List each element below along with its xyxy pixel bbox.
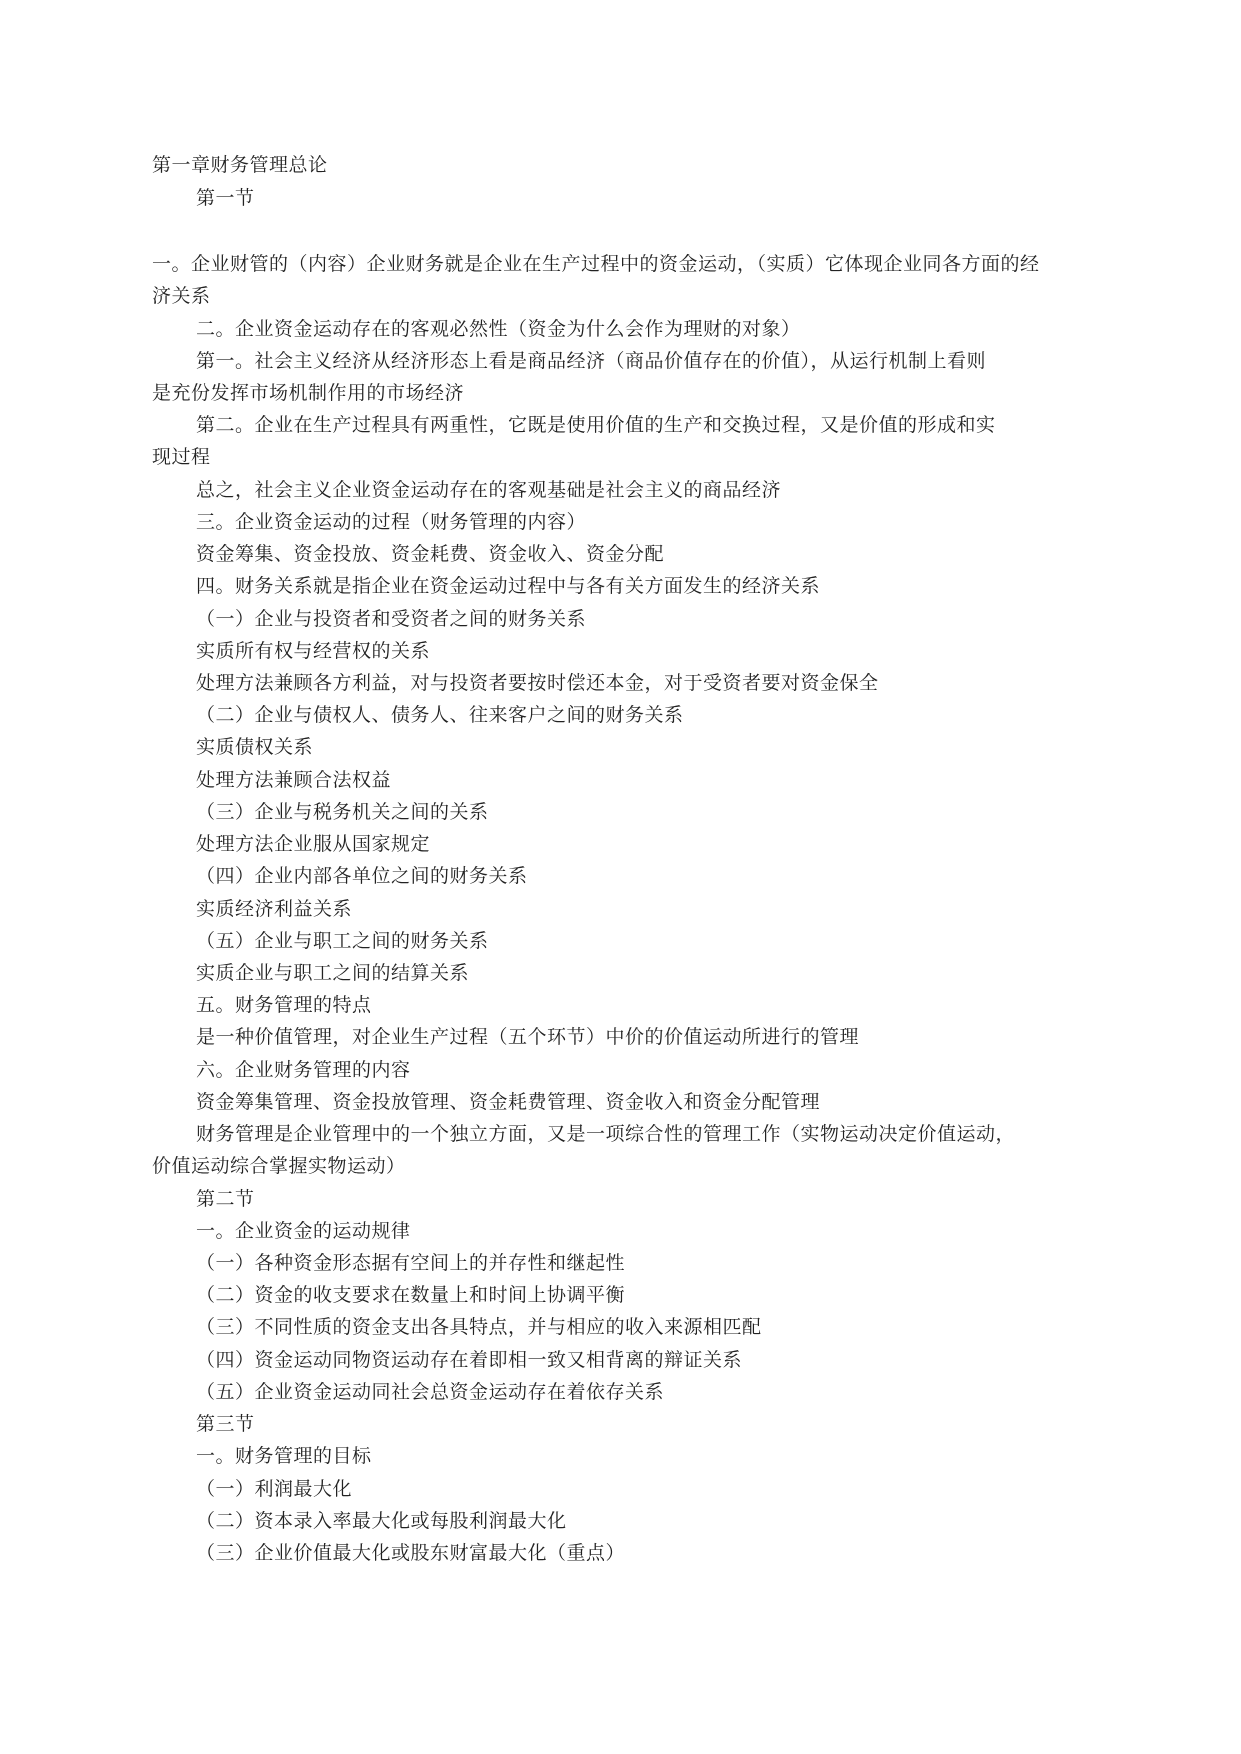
text-line: 处理方法兼顾各方利益，对与投资者要按时偿还本金，对于受资者要对资金保全 <box>196 672 879 694</box>
text-line: 是充份发挥市场机制作用的市场经济 <box>152 382 465 404</box>
text-line: （三）企业价值最大化或股东财富最大化（重点） <box>196 1542 626 1564</box>
text-line: 处理方法企业服从国家规定 <box>196 833 431 855</box>
text-line: （三）企业与税务机关之间的关系 <box>196 801 489 823</box>
text-line: 六。企业财务管理的内容 <box>196 1059 411 1081</box>
section-heading: 第一节 <box>196 187 255 209</box>
text-line: 第一。社会主义经济从经济形态上看是商品经济（商品价值存在的价值），从运行机制上看则 <box>196 350 987 372</box>
text-line: 实质经济利益关系 <box>196 898 353 920</box>
text-line: 实质所有权与经营权的关系 <box>196 640 431 662</box>
text-line: 济关系 <box>152 285 211 307</box>
text-line: 四。财务关系就是指企业在资金运动过程中与各有关方面发生的经济关系 <box>196 575 821 597</box>
text-line: 二。企业资金运动存在的客观必然性（资金为什么会作为理财的对象） <box>196 318 801 340</box>
text-line: 五。财务管理的特点 <box>196 994 372 1016</box>
text-line: （四）企业内部各单位之间的财务关系 <box>196 865 528 887</box>
text-line: 财务管理是企业管理中的一个独立方面，又是一项综合性的管理工作（实物运动决定价值运动， <box>196 1123 1016 1145</box>
text-line: （四）资金运动同物资运动存在着即相一致又相背离的辩证关系 <box>196 1349 743 1371</box>
text-line: 实质企业与职工之间的结算关系 <box>196 962 470 984</box>
text-line: （二）资本录入率最大化或每股利润最大化 <box>196 1510 567 1532</box>
text-line: （一）企业与投资者和受资者之间的财务关系 <box>196 608 587 630</box>
chapter-title: 第一章财务管理总论 <box>152 154 328 176</box>
section-heading: 第三节 <box>196 1413 255 1435</box>
text-line: 资金筹集、资金投放、资金耗费、资金收入、资金分配 <box>196 543 665 565</box>
text-line: 现过程 <box>152 446 211 468</box>
text-line: （一）各种资金形态据有空间上的并存性和继起性 <box>196 1252 626 1274</box>
text-line: 处理方法兼顾合法权益 <box>196 769 392 791</box>
text-line: 实质债权关系 <box>196 736 314 758</box>
text-line: 总之，社会主义企业资金运动存在的客观基础是社会主义的商品经济 <box>196 479 782 501</box>
text-line: （五）企业与职工之间的财务关系 <box>196 930 489 952</box>
text-line: 一。财务管理的目标 <box>196 1445 372 1467</box>
text-line: （二）企业与债权人、债务人、往来客户之间的财务关系 <box>196 704 684 726</box>
text-line: （三）不同性质的资金支出各具特点，并与相应的收入来源相匹配 <box>196 1316 762 1338</box>
section-heading: 第二节 <box>196 1188 255 1210</box>
text-line: 是一种价值管理，对企业生产过程（五个环节）中价的价值运动所进行的管理 <box>196 1026 860 1048</box>
text-line: （五）企业资金运动同社会总资金运动存在着依存关系 <box>196 1381 665 1403</box>
text-line: （一）利润最大化 <box>196 1478 353 1500</box>
text-line: 资金筹集管理、资金投放管理、资金耗费管理、资金收入和资金分配管理 <box>196 1091 821 1113</box>
text-line: 一。企业资金的运动规律 <box>196 1220 411 1242</box>
text-line: 第二。企业在生产过程具有两重性，它既是使用价值的生产和交换过程，又是价值的形成和实 <box>196 414 996 436</box>
text-line: 价值运动综合掌握实物运动） <box>152 1155 406 1177</box>
text-line: （二）资金的收支要求在数量上和时间上协调平衡 <box>196 1284 626 1306</box>
text-line: 一。企业财管的（内容）企业财务就是企业在生产过程中的资金运动，（实质）它体现企业同各方面的经 <box>152 253 1040 275</box>
text-line: 三。企业资金运动的过程（财务管理的内容） <box>196 511 587 533</box>
